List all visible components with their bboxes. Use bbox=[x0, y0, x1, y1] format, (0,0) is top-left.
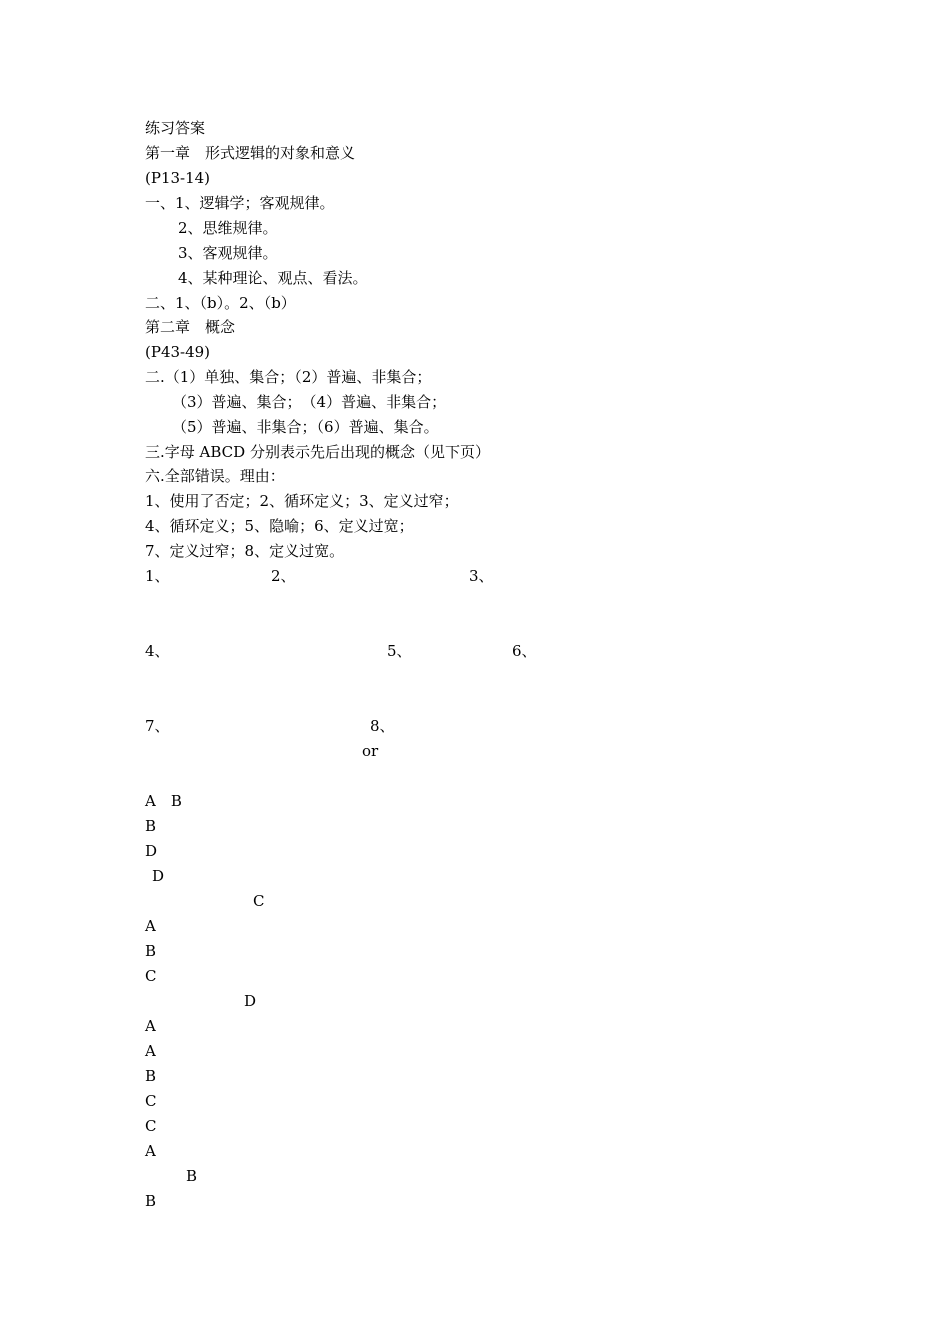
diagram-label-5: 5、 bbox=[387, 642, 412, 660]
letter-label: A B bbox=[145, 792, 182, 810]
letter-label: C bbox=[253, 892, 265, 910]
chapter1-answer-1-2: 2、思维规律。 bbox=[178, 219, 278, 237]
chapter1-pages: (P13-14) bbox=[145, 169, 211, 187]
letter-label: B bbox=[186, 1167, 198, 1185]
letter-label: A bbox=[145, 1017, 156, 1035]
chapter2-pages: (P43-49) bbox=[145, 343, 211, 361]
chapter1-answer-1-1: 一、1、逻辑学；客观规律。 bbox=[145, 194, 335, 212]
letter-label: B bbox=[145, 817, 157, 835]
chapter2-section2-line2: （3）普遍、集合； （4）普遍、非集合； bbox=[172, 393, 447, 411]
letter-label: D bbox=[145, 842, 158, 860]
chapter2-heading: 第二章 概念 bbox=[145, 318, 236, 336]
chapter1-heading: 第一章 形式逻辑的对象和意义 bbox=[145, 144, 356, 162]
letter-label: B bbox=[145, 1192, 157, 1210]
letter-label: A bbox=[145, 1042, 156, 1060]
chapter2-section6-reason1: 1、使用了否定；2、循环定义；3、定义过窄； bbox=[145, 492, 459, 510]
diagram-label-7: 7、 bbox=[145, 717, 170, 735]
diagram-label-1: 1、 bbox=[145, 567, 170, 585]
letter-label: D bbox=[152, 867, 165, 885]
chapter2-section6-reason2: 4、循环定义；5、隐喻；6、定义过宽； bbox=[145, 517, 414, 535]
letter-label: B bbox=[145, 1067, 157, 1085]
letter-label: B bbox=[145, 942, 157, 960]
chapter2-section6-reason3: 7、定义过窄；8、定义过宽。 bbox=[145, 542, 345, 560]
chapter2-section3: 三.字母 ABCD 分别表示先后出现的概念（见下页） bbox=[145, 443, 490, 461]
chapter1-answer-1-4: 4、某种理论、观点、看法。 bbox=[178, 269, 368, 287]
diagram-label-6: 6、 bbox=[512, 642, 537, 660]
letter-label: C bbox=[145, 1117, 157, 1135]
chapter2-section2-line1: 二.（1）单独、集合；（2）普遍、非集合； bbox=[145, 368, 432, 386]
chapter2-section2-line3: （5）普遍、非集合；（6）普遍、集合。 bbox=[172, 418, 439, 436]
diagram-label-2: 2、 bbox=[271, 567, 296, 585]
chapter2-section6-intro: 六.全部错误。理由： bbox=[145, 467, 285, 485]
chapter1-answer-2: 二、1、（b）。2、（b） bbox=[145, 294, 296, 312]
diagram-label-4: 4、 bbox=[145, 642, 170, 660]
diagram-label-8: 8、 bbox=[370, 717, 395, 735]
diagram-label-3: 3、 bbox=[469, 567, 494, 585]
letter-label: A bbox=[145, 1142, 156, 1160]
letter-label: A bbox=[145, 917, 156, 935]
letter-label: C bbox=[145, 1092, 157, 1110]
document-title: 练习答案 bbox=[145, 119, 206, 137]
letter-label: D bbox=[244, 992, 257, 1010]
chapter1-answer-1-3: 3、客观规律。 bbox=[178, 244, 278, 262]
diagram-or-label: or bbox=[362, 742, 379, 760]
letter-label: C bbox=[145, 967, 157, 985]
